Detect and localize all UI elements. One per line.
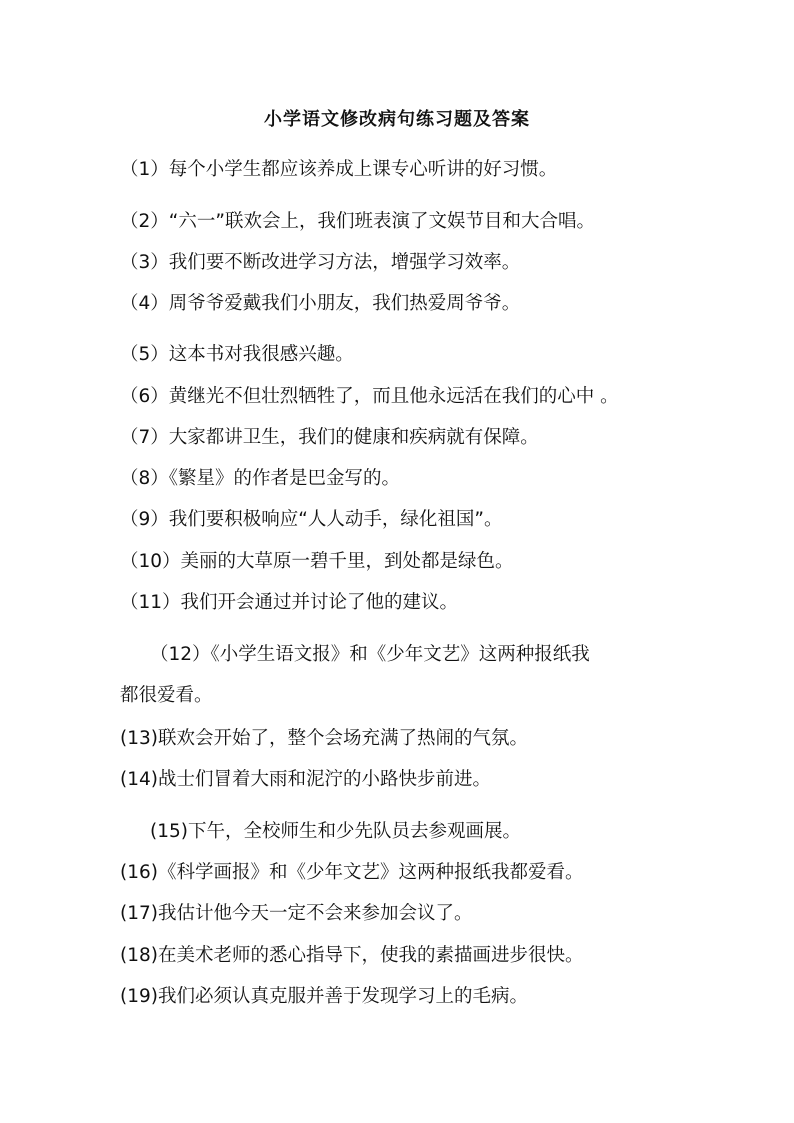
sentence-8: （8）《繁星》的作者是巴金写的。 (120, 468, 401, 489)
sentence-16: (16)《科学画报》和《少年文艺》这两种报纸我都爱看。 (120, 862, 584, 883)
sentence-15: (15)下午，全校师生和少先队员去参观画展。 (150, 821, 521, 842)
sentence-11: （11）我们开会通过并讨论了他的建议。 (120, 592, 459, 613)
sentence-17: (17)我估计他今天一定不会来参加会议了。 (120, 903, 473, 924)
sentence-13: (13)联欢会开始了，整个会场充满了热闹的气氛。 (120, 728, 528, 749)
sentence-2: （2）“六一”联欢会上，我们班表演了文娱节目和大合唱。 (120, 211, 595, 232)
sentence-18: (18)在美术老师的悉心指导下，使我的素描画进步很快。 (120, 945, 584, 966)
document-title: 小学语文修改病句练习题及答案 (264, 109, 530, 130)
sentence-10: （10）美丽的大草原一碧千里，到处都是绿色。 (120, 551, 514, 572)
sentence-12-continued: 都很爱看。 (120, 685, 213, 706)
sentence-5: （5）这本书对我很感兴趣。 (120, 344, 354, 365)
sentence-7: （7）大家都讲卫生，我们的健康和疾病就有保障。 (120, 427, 539, 448)
sentence-1: （1）每个小学生都应该养成上课专心听讲的好习惯。 (120, 159, 558, 180)
sentence-12: （12）《小学生语文报》和《少年文艺》这两种报纸我 (150, 644, 590, 665)
sentence-19: (19)我们必须认真克服并善于发现学习上的毛病。 (120, 986, 528, 1007)
sentence-9: （9）我们要积极响应“人人动手，绿化祖国”。 (120, 509, 503, 530)
sentence-14: (14)战士们冒着大雨和泥泞的小路快步前进。 (120, 769, 491, 790)
sentence-6: （6）黄继光不但壮烈牺牲了，而且他永远活在我们的心中 。 (120, 386, 619, 407)
sentence-4: （4）周爷爷爱戴我们小朋友，我们热爱周爷爷。 (120, 293, 521, 314)
sentence-3: （3）我们要不断改进学习方法，增强学习效率。 (120, 252, 521, 273)
